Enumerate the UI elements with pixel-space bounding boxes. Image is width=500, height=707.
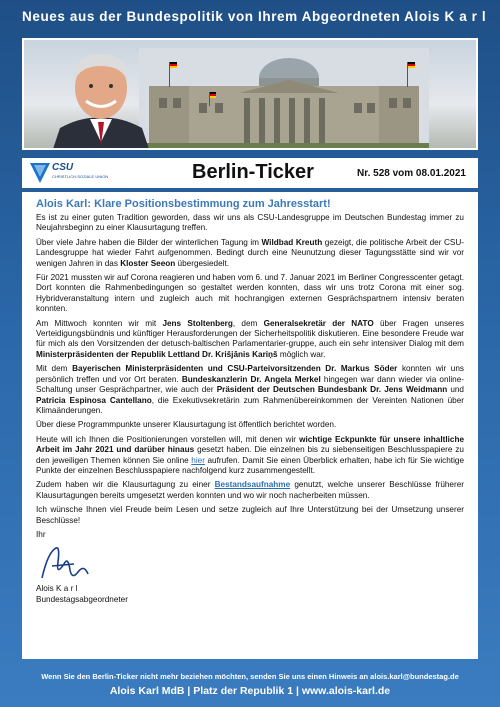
bold-phrase: wichtige Eckpunkte für unsere inhaltliche Arbeit im Jahr 2021 und darüber hinaus [36, 434, 464, 455]
paragraph-closing-wish: Ich wünsche Ihnen viel Freude beim Lesen und setze zugleich auf Ihre Unterstützung bei der Umsetzung unserer Beschlüsse! [36, 505, 464, 525]
bold-phrase: Bayerischen Ministerpräsidenten und CSU-Parteivorsitzenden Dr. Markus Söder [72, 364, 398, 374]
party-logo-text: CSU [52, 162, 74, 173]
newsletter-title: Berlin-Ticker [192, 161, 314, 183]
bold-phrase: Kloster Seeon [120, 258, 176, 268]
bold-phrase: Bundeskanzlerin Dr. Angela Merkel [181, 374, 321, 384]
bold-phrase: Generalsekretär der NATO [263, 318, 374, 328]
unsubscribe-note: Wenn Sie den Berlin-Ticker nicht mehr beziehen möchten, senden Sie uns einen Hinweis an alois.karl@bundestag.de [41, 672, 459, 681]
bold-phrase: Wildbad Kreuth [261, 237, 323, 247]
bestandsaufnahme-link[interactable]: Bestandsaufnahme [214, 480, 291, 490]
handwritten-signature [38, 542, 98, 584]
closing-salutation: Ihr [36, 529, 46, 539]
paragraph-program: Über diese Programmpunkte unserer Klausurtagung ist öffentlich berichtet worden. [36, 420, 337, 430]
paragraph-corona: Für 2021 mussten wir auf Corona reagieren und haben vom 6. und 7. Januar 2021 im Berliner Congresscenter getagt. Dort konnten die Rahmenbedingungen so gestaltet werden konnten, dass wir uns trotz Corona mit einer sog. Hybridveranstaltung intern und zugleich auch mit hochrangigen externen Gesprächspartnern intensiv beraten konnten. [36, 273, 464, 314]
hier-link[interactable]: hier [191, 455, 205, 465]
paragraph-guests: Mit dem Bayerischen Ministerpräsidenten und CSU-Parteivorsitzenden Dr. Markus Söder konnten wir uns persönlich treffen und vor Ort beraten. Bundeskanzlerin Dr. Angela Merkel hingegen war dann wieder via online-Schaltung unser Gesprächpartner, wie auch der Präsident der Deutschen Bundesbank Dr. Jens Weidmann und Patricia Espinosa Cantellano, die Exekutivsekretärin zum Rahmenübereinkommen der Vereinten Nationen über Klimaänderungen. [36, 364, 464, 415]
portrait-photo [42, 46, 160, 150]
party-logo-subtext: CHRISTLICH-SOZIALE UNION [52, 174, 109, 179]
article-content [22, 192, 478, 659]
newsletter-header-title: Neues aus der Bundespolitik von Ihrem Abgeordneten Alois K a r l [22, 9, 487, 24]
paragraph-intro: Es ist zu einer guten Tradition geworden, dass wir uns als CSU-Landesgruppe im Deutschen Bundestag immer zu Neujahrsbeginn zu einer Klausurtagung treffen. [36, 213, 464, 233]
paragraph-nato: Am Mittwoch konnten wir mit Jens Stoltenberg, dem Generalsekretär der NATO über Fragen unseres Verteidigungsbündnis und künftiger Herausforderungen der Sicherheitspolitik diskutieren. Eine besondere Freude war für mich als den Vorsitzenden der detusch-baltischen Parlamentarier-gruppe, auch ein sehr intensiver Dialog mit dem Ministerpräsidenten der Republik Lettland Dr. Krišjānis Kariņš möglich war. [36, 318, 464, 359]
issue-number: Nr. 528 vom 08.01.2021 [357, 168, 466, 179]
author-name: Alois K a r l [36, 584, 78, 594]
paragraph-history: Über viele Jahre haben die Bilder der winterlichen Tagung im Wildbad Kreuth gezeigt, die politische Arbeit der CSU-Landesgruppe hat wieder Fahrt aufgenommen. Bedingt durch eine Neunutzung dieser Tagungsstätte sind wir vor wenigen Jahren in das Kloster Seeon übergesiedelt. [36, 237, 464, 268]
header-photo-banner [22, 38, 478, 150]
bold-phrase: Präsident der Deutschen Bundesbank Dr. Jens Weidmann [216, 385, 448, 395]
article-headline: Alois Karl: Klare Positionsbestimmung zum Jahresstart! [36, 198, 331, 210]
bold-phrase: Patricia Espinosa Cantellano [36, 395, 152, 405]
paragraph-positions: Heute will ich Ihnen die Positionierungen vorstellen will, mit denen wir wichtige Eckpunkte für unsere inhaltliche Arbeit im Jahr 2021 und darüber hinaus gesetzt haben. Die einzelnen bis zu siebenseitigen Beschlusspapiere zu den jeweiligen Themen können Sie online hier aufrufen. Damit Sie einen Überblick erhalten, habe ich für Sie wichtige Punkte der einzelnen Beschlusspapiere nachfolgend kurz zusammengestellt. [36, 434, 464, 475]
paragraph-review: Zudem haben wir die Klausurtagung zu einer Bestandsaufnahme genutzt, welche unserer Beschlüsse früherer Klausurtagungen bereits umgesetzt werden konnten und wo wir noch nacherbeiten müssen. [36, 480, 464, 500]
bold-phrase: Ministerpräsidenten der Republik Lettland Dr. Krišjānis Kariņš [36, 349, 278, 359]
masthead-bar [22, 158, 478, 188]
signature-block [36, 530, 464, 605]
reichstag-building-image [139, 48, 429, 150]
footer-address: Alois Karl MdB | Platz der Republik 1 | www.alois-karl.de [109, 685, 391, 697]
author-role: Bundestagsabgeordneter [36, 594, 128, 604]
bold-phrase: Jens Stoltenberg [162, 318, 233, 328]
